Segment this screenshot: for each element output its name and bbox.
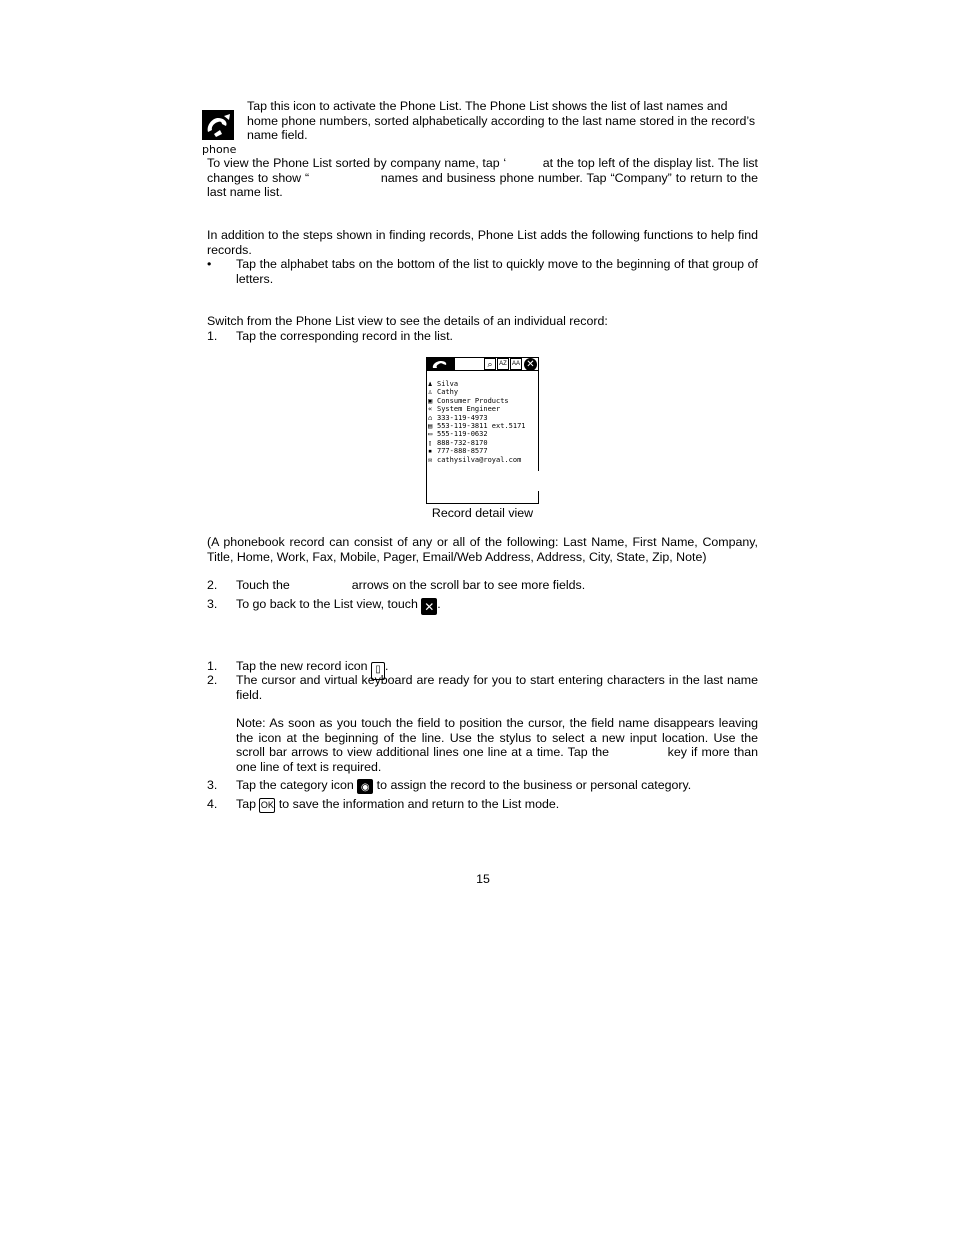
step-text-post: to save the information and return to the List mode.: [275, 797, 560, 811]
phone-icon-label: phone: [202, 143, 237, 156]
pager-icon: ▪: [428, 447, 433, 456]
step-number: 1.: [207, 329, 218, 343]
phone-app-icon[interactable]: [202, 110, 234, 142]
record-field-row: [428, 388, 526, 396]
step-text-post: to assign the record to the business or personal category.: [373, 778, 692, 792]
step-number: 3.: [207, 597, 218, 611]
company-paragraph: To view the Phone List sorted by company name, tap ‘ at the top left of the display list. The list changes to show “ names and business phone number. Tap “Company” to return to the last name list.: [207, 156, 762, 200]
step-text-pre: Tap the new record icon: [236, 659, 371, 673]
title-icon: «: [428, 405, 433, 414]
record-field-value: Consumer Products: [437, 396, 509, 405]
intro-text: Tap this icon to activate the Phone List. The Phone List shows the list of last names and home phone numbers, sorted alphabetically according to the last name stored in the record’s name field.: [247, 99, 756, 143]
step-number: 1.: [207, 659, 218, 673]
phone-icon: [202, 110, 234, 142]
record-field-row: [428, 397, 526, 405]
close-icon[interactable]: ✕: [421, 598, 437, 615]
step-text: The cursor and virtual keyboard are ready for you to start entering characters in the last name field.: [236, 673, 758, 702]
work-phone-icon: ▤: [428, 422, 433, 431]
new-step-4: [207, 792, 758, 809]
record-detail-caption: Record detail view: [431, 506, 534, 520]
switch-paragraph: Switch from the Phone List view to see the details of an individual record:: [207, 314, 608, 328]
find-paragraph: In addition to the steps shown in finding records, Phone List adds the following functions to help find records.: [207, 228, 758, 257]
record-field-row: [428, 380, 526, 388]
record-field-value: 333-119-4973: [437, 413, 488, 422]
new-step-1: [207, 655, 758, 675]
record-field-value: 553-119-3811 ext.5171: [437, 422, 526, 431]
step-text: Tap the corresponding record in the list.: [236, 329, 453, 343]
fax-icon: ▭: [428, 430, 433, 439]
page-number: 15: [476, 872, 490, 886]
close-icon[interactable]: ✕: [524, 358, 537, 371]
step-text-pre: Tap the category icon: [236, 778, 358, 792]
keyboard-icon[interactable]: AA: [510, 358, 522, 370]
step-number: 2.: [207, 673, 218, 687]
new-step-2: [207, 673, 758, 703]
record-field-value: 888-732-8170: [437, 438, 488, 447]
record-field-row: [428, 456, 526, 464]
step-number: 3.: [207, 778, 218, 792]
step-text-pre: To go back to the List view, touch: [236, 597, 422, 611]
new-note: [207, 716, 814, 776]
record-field-row: [428, 447, 526, 455]
ok-icon[interactable]: OK: [259, 798, 275, 813]
record-fields: [428, 380, 526, 464]
mobile-icon: ▯: [428, 438, 433, 447]
detail-step-2: [207, 578, 758, 593]
record-field-value: System Engineer: [437, 405, 501, 414]
phone-icon: [427, 358, 455, 371]
person-outline-icon: ♙: [428, 388, 433, 397]
new-record-icon[interactable]: ▯: [371, 662, 385, 680]
record-field-row: [428, 414, 526, 422]
home-phone-icon: ⌂: [428, 413, 433, 422]
record-field-value: Silva: [437, 380, 459, 388]
record-field-value: Cathy: [437, 388, 459, 397]
step-text-post: .: [385, 659, 389, 673]
bullet-marker: •: [207, 257, 212, 271]
record-field-row: [428, 430, 526, 438]
detail-step-3: [207, 596, 758, 613]
find-bullet: [207, 257, 758, 287]
scroll-bar[interactable]: [537, 471, 539, 491]
note-text: Note: As soon as you touch the field to position the cursor, the field name disappears leaving the icon at the beginning of the line. Use the stylus to select a new input location. Use the scroll bar arrows to view additional lines one line at a time. Tap the key if more than one line of text is required.: [236, 716, 814, 774]
record-field-row: [428, 439, 526, 447]
step-text: [236, 797, 758, 813]
record-field-value: 777-888-8577: [437, 447, 488, 456]
device-header-line: [455, 370, 538, 371]
record-field-row: [428, 422, 526, 430]
step-number: 2.: [207, 578, 218, 592]
email-icon: ✉: [428, 455, 433, 464]
step-text-post: .: [437, 597, 441, 611]
record-field-value: 555-119-0632: [437, 430, 488, 439]
category-icon[interactable]: ◉: [357, 779, 373, 794]
bullet-text: Tap the alphabet tabs on the bottom of the list to quickly move to the beginning of that group of letters.: [236, 257, 758, 286]
record-field-row: [428, 405, 526, 413]
fields-paragraph: (A phonebook record can consist of any or all of the following: Last Name, First Name, Company, Title, Home, Work, Fax, Mobile, Pager, Email/Web Address, Address, City, State, Zip, Note): [207, 535, 758, 564]
step-text: Touch the arrows on the scroll bar to see more fields.: [236, 578, 586, 592]
record-field-value: cathysilva@royal.com: [437, 455, 522, 464]
device-header-phone-icon[interactable]: [427, 358, 455, 371]
find-icon[interactable]: ⌕: [484, 358, 496, 370]
person-icon: ♟: [428, 380, 433, 388]
company-icon: ▣: [428, 396, 433, 405]
switch-step-1: [207, 329, 758, 344]
new-step-3: [207, 773, 758, 793]
record-detail-screenshot: [426, 357, 539, 504]
step-text: [236, 597, 758, 615]
step-text-pre: Tap: [236, 797, 260, 811]
step-number: 4.: [207, 797, 218, 811]
sort-icon[interactable]: AZ: [497, 358, 509, 370]
